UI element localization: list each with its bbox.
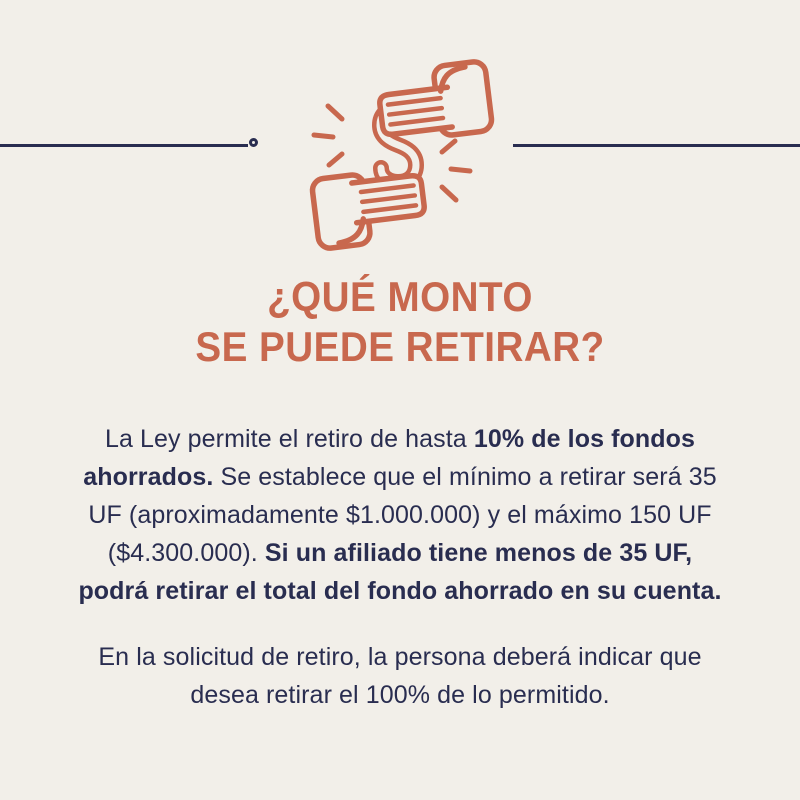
- hand-icon: [311, 167, 428, 250]
- text-line: [30, 638, 770, 676]
- text-line: [30, 572, 770, 610]
- bold-text-segment: ahorrados.: [83, 463, 214, 491]
- money-exchange-svg: [297, 55, 497, 255]
- title-line-2: SE PUEDE RETIRAR?: [195, 323, 605, 370]
- divider-right-line: [513, 144, 800, 147]
- emphasis-rays-icon: [314, 106, 342, 165]
- text-line: [30, 420, 770, 458]
- text-line: [30, 534, 770, 572]
- hands-exchanging-dollar-icon: [297, 55, 497, 255]
- emphasis-rays-icon: [442, 141, 470, 200]
- text-segment: desea retirar el 100% de lo permitido.: [190, 681, 610, 709]
- body-paragraph-2: [30, 638, 770, 714]
- hand-icon: [376, 61, 493, 144]
- divider-ring: [249, 138, 258, 147]
- text-segment: ($4.300.000).: [107, 539, 265, 567]
- text-segment: Se establece que el mínimo a retirar será 35: [213, 463, 717, 491]
- bold-text-segment: 10% de los fondos: [473, 425, 696, 453]
- text-line: [30, 496, 770, 534]
- page-title: [32, 272, 768, 372]
- divider-left-line: [0, 144, 248, 147]
- text-segment: En la solicitud de retiro, la persona deberá indicar que: [98, 643, 702, 671]
- text-segment: UF (aproximadamente $1.000.000) y el máximo 150 UF: [88, 501, 712, 529]
- text-segment: La Ley permite el retiro de hasta: [104, 425, 474, 453]
- body-paragraph-1: [30, 420, 770, 610]
- bold-text-segment: Si un afiliado tiene menos de 35 UF,: [264, 539, 693, 567]
- text-line: [30, 458, 770, 496]
- title-line-1: ¿QUÉ MONTO: [267, 273, 533, 320]
- text-line: [30, 676, 770, 714]
- bold-text-segment: podrá retirar el total del fondo ahorrado en su cuenta.: [78, 577, 722, 605]
